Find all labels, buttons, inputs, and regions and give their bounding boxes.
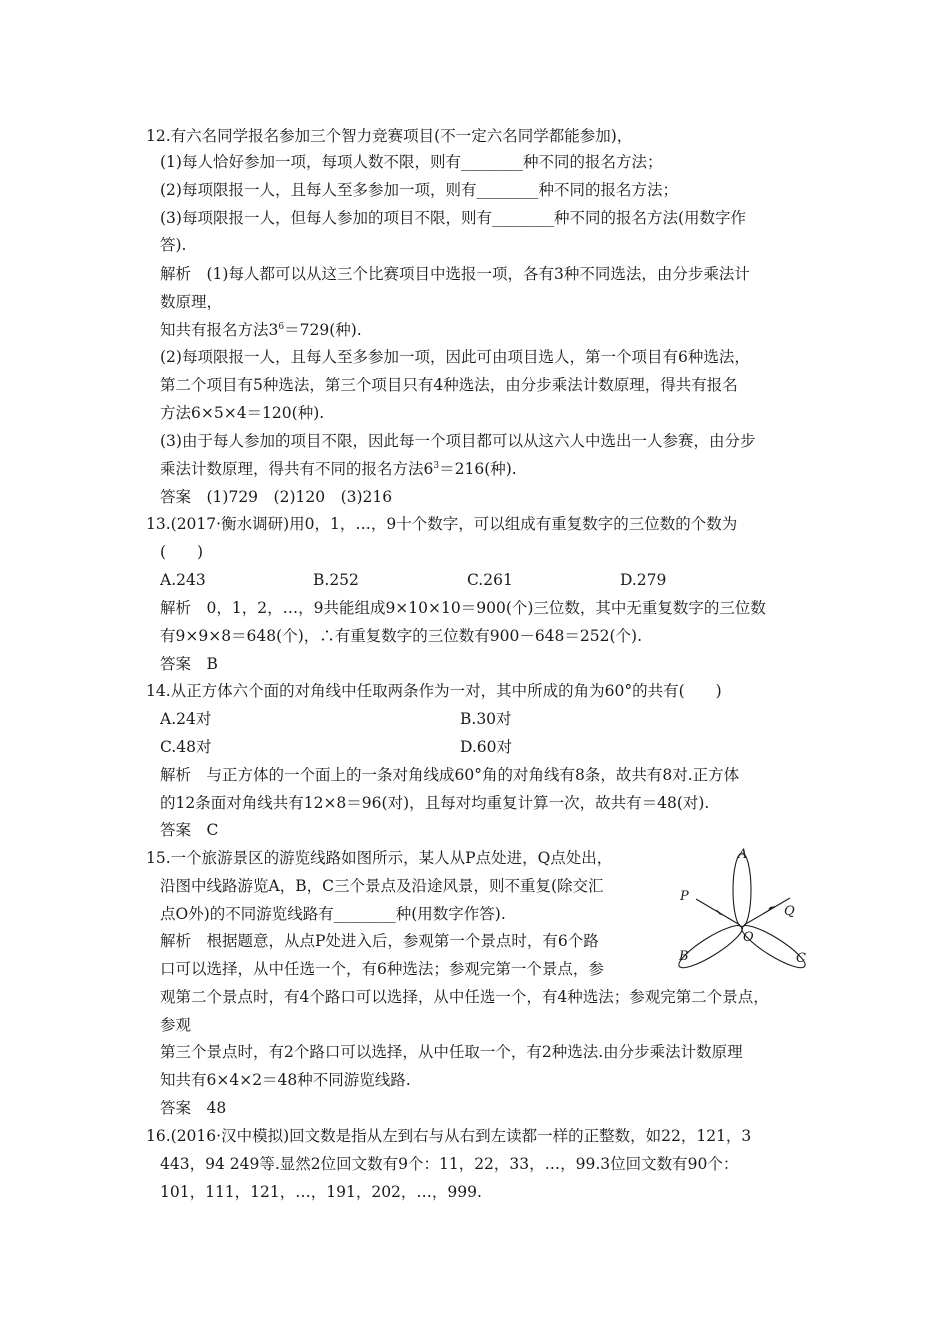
q15-solution-cont-4: 第三个景点时，有2个路口可以选择，从中任取一个，有2种选法.由分步乘法计数原理 bbox=[160, 1043, 743, 1061]
q15-solution-cont-5: 知共有6×4×2＝48种不同游览线路. bbox=[160, 1071, 411, 1089]
entry-arrow-icon bbox=[716, 909, 724, 916]
q12-solution-1: 解析 (1)每人都可以从这三个比赛项目中选报一项，各有3种不同选法，由分步乘法计 bbox=[160, 265, 750, 283]
q13-stem-cont: ( ) bbox=[160, 543, 204, 561]
route-diagram bbox=[676, 845, 816, 975]
q15-stem-cont-2: 点O外)的不同游览线路有________种(用数字作答). bbox=[160, 905, 506, 923]
q14-option-a: A.24对 bbox=[160, 710, 212, 728]
q12-part3: (3)每项限报一人，但每人参加的项目不限，则有________种不同的报名方法(用数字作 bbox=[160, 209, 747, 227]
q12-part2: (2)每项限报一人，且每人至多参加一项，则有________种不同的报名方法； bbox=[160, 181, 678, 199]
q14-answer: 答案 C bbox=[160, 821, 219, 839]
q13-solution: 解析 0，1，2，…，9共能组成9×10×10＝900(个)三位数，其中无重复数字的三位数 bbox=[160, 599, 766, 617]
q14-option-c: C.48对 bbox=[160, 738, 212, 756]
q15-solution-cont-1: 口可以选择，从中任选一个，有6种选法；参观完第一个景点，参 bbox=[160, 960, 604, 978]
q15-stem: 15.一个旅游景区的游览线路如图所示，某人从P点处进，Q点处出， bbox=[146, 849, 613, 867]
q12-solution-2-cont: 第二个项目有5种选法，第三个项目只有4种选法，由分步乘法计数原理，得共有报名 bbox=[160, 376, 738, 394]
label-q: Q bbox=[784, 904, 795, 919]
q12-solution-3: (3)由于每人参加的项目不限，因此每一个项目都可以从这六人中选出一人参赛，由分步 bbox=[160, 432, 756, 450]
label-a: A bbox=[738, 847, 748, 862]
q13-option-c: C.261 bbox=[467, 571, 513, 589]
label-p: P bbox=[680, 889, 689, 904]
q16-stem-cont-1: 443，94 249等.显然2位回文数有9个：11，22，33，…，99.3位回文数有90个： bbox=[160, 1155, 739, 1173]
q13-stem: 13.(2017·衡水调研)用0，1，…，9十个数字，可以组成有重复数字的三位数的个数为 bbox=[146, 515, 738, 533]
q15-answer: 答案 48 bbox=[160, 1099, 227, 1117]
q16-stem: 16.(2016·汉中模拟)回文数是指从左到右与从右到左读都一样的正整数，如22，121，3 bbox=[146, 1127, 752, 1145]
label-b: B bbox=[679, 949, 689, 964]
q15-solution: 解析 根据题意，从点P处进入后，参观第一个景点时，有6个路 bbox=[160, 932, 599, 950]
q13-option-a: A.243 bbox=[160, 571, 206, 589]
q14-solution: 解析 与正方体的一个面上的一条对角线成60°角的对角线有8条，故共有8对.正方体 bbox=[160, 766, 740, 784]
q12-solution-1-cont: 数原理， bbox=[160, 293, 223, 311]
exit-arrow-icon bbox=[768, 906, 776, 910]
q12-solution-2: (2)每项限报一人，且每人至多参加一项，因此可由项目选人，第一个项目有6种选法， bbox=[160, 348, 750, 366]
q13-answer: 答案 B bbox=[160, 655, 218, 673]
q15-stem-cont-1: 沿图中线路游览A，B，C三个景点及沿途风景，则不重复(除交汇 bbox=[160, 877, 604, 895]
route-loop-b bbox=[676, 919, 747, 973]
label-c: C bbox=[796, 951, 806, 966]
q14-option-d: D.60对 bbox=[460, 738, 513, 756]
q12-solution-3-result: 乘法计数原理，得共有不同的报名方法$6^3=216$(种). bbox=[160, 460, 517, 478]
q12-solution-1-result: 知共有报名方法$3^6=729$(种). bbox=[160, 321, 362, 339]
q13-option-b: B.252 bbox=[313, 571, 359, 589]
q15-solution-cont-2: 观第二个景点时，有4个路口可以选择，从中任选一个，有4种选法；参观完第二个景点， bbox=[160, 988, 769, 1006]
q15-solution-cont-3: 参观 bbox=[160, 1016, 192, 1034]
q12-stem: 12.有六名同学报名参加三个智力竞赛项目(不一定六名同学都能参加)， bbox=[146, 127, 633, 145]
q12-part3-cont: 答). bbox=[160, 236, 187, 254]
q13-solution-cont: 有9×9×8＝648(个)，∴有重复数字的三位数有900－648＝252(个). bbox=[160, 627, 643, 645]
q13-option-d: D.279 bbox=[620, 571, 667, 589]
q14-solution-cont: 的12条面对角线共有12×8＝96(对)，且每对均重复计算一次，故共有＝48(对). bbox=[160, 794, 710, 812]
q12-solution-2-result: 方法6×5×4＝120(种). bbox=[160, 404, 325, 422]
label-o: O bbox=[743, 930, 754, 945]
q12-part1: (1)每人恰好参加一项，每项人数不限，则有________种不同的报名方法； bbox=[160, 153, 663, 171]
q16-stem-cont-2: 101，111，121，…，191，202，…，999. bbox=[160, 1183, 482, 1201]
q12-answer: 答案 (1)729 (2)120 (3)216 bbox=[160, 488, 393, 506]
q14-option-b: B.30对 bbox=[460, 710, 512, 728]
route-loop-a bbox=[733, 853, 751, 927]
q14-stem: 14.从正方体六个面的对角线中任取两条作为一对，其中所成的角为60°的共有( ) bbox=[146, 682, 722, 700]
